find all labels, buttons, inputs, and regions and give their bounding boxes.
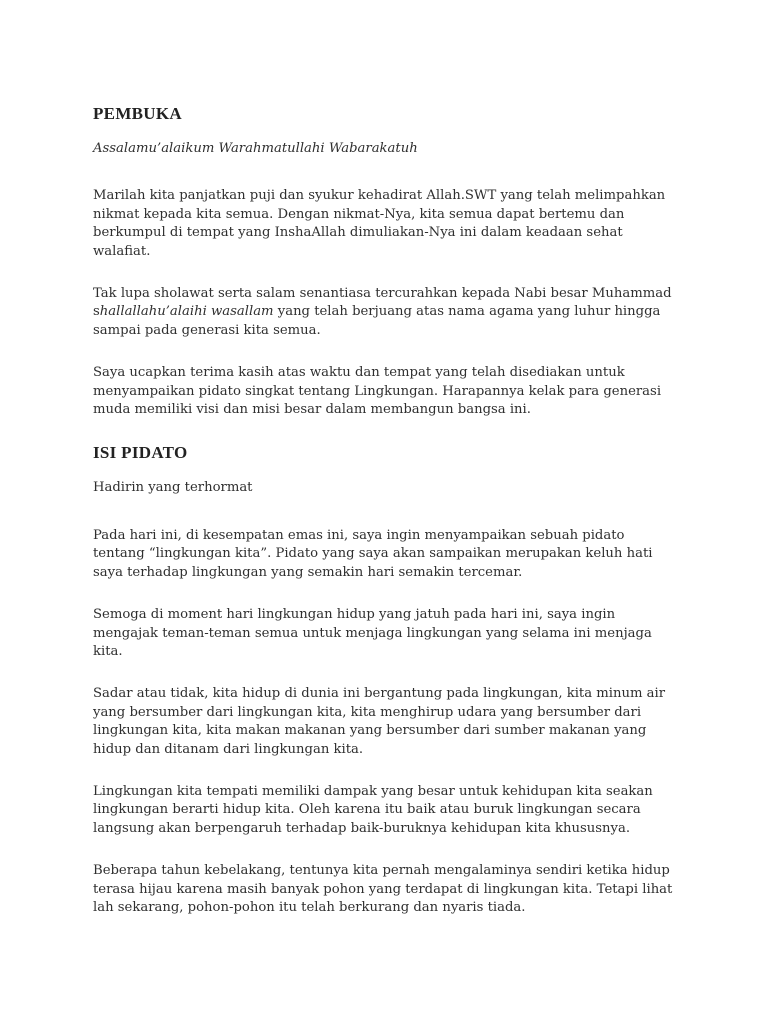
paragraph: Saya ucapkan terima kasih atas waktu dan tempat yang telah disediakan untuk menyampaikan pidato singkat tentang Lingkungan. Harapannya kelak para generasi muda memiliki visi dan misi besar dalam membangun bangsa ini. — [93, 365, 662, 418]
paragraph: Marilah kita panjatkan puji dan syukur kehadirat Allah.SWT yang telah melimpahkan nikmat kepada kita semua. Dengan nikmat-Nya, kita semua dapat bertemu dan berkumpul di tempat yang InshaAllah dimuliakan-Nya ini dalam keadaan sehat walafiat. — [93, 188, 666, 259]
section-heading-isi-pidato: ISI PIDATO — [93, 443, 188, 463]
document-page — [93, 104, 678, 917]
section-heading-pembuka: PEMBUKA — [93, 104, 182, 123]
paragraph: Beberapa tahun kebelakang, tentunya kita pernah mengalaminya sendiri ketika hidup terasa hijau karena masih banyak pohon yang terdapat di lingkungan kita. Tetapi lihat lah sekarang, pohon-pohon itu telah berkurang dan nyaris tiada. — [93, 863, 673, 915]
paragraph-sholawat — [93, 285, 678, 340]
paragraph: Sadar atau tidak, kita hidup di dunia ini bergantung pada lingkungan, kita minum air yang bersumber dari lingkungan kita, kita menghirup udara yang bersumber dari lingkungan kita, kita makan makanan yang bersumber dari sumber makanan yang hidup dan ditanam dari lingkungan kita. — [93, 686, 666, 757]
greeting: Hadirin yang terhormat — [93, 480, 253, 496]
paragraph: Pada hari ini, di kesempatan emas ini, saya ingin menyampaikan sebuah pidato tentang “lingkungan kita”. Pidato yang saya akan sampaikan merupakan keluh hati saya terhadap lingkungan yang semakin hari semakin tercemar. — [93, 527, 653, 580]
text-span: yang telah berjuang atas nama agama yang luhur hingga sampai pada generasi kita semua. — [93, 304, 661, 338]
paragraph: Lingkungan kita tempati memiliki dampak yang besar untuk kehidupan kita seakan lingkungan berarti hidup kita. Oleh karena itu baik atau buruk lingkungan secara langsung akan berpengaruh terhadap baik-buruknya kehidupan kita khususnya. — [93, 783, 653, 836]
italic-phrase: hallallahu’alaihi wasallam — [99, 304, 274, 320]
text-span: Tak lupa sholawat serta salam senantiasa tercurahkan kepada Nabi besar Muhammad s — [93, 286, 672, 320]
opening-salam: Assalamu’alaikum Warahmatullahi Wabarakatuh — [93, 141, 418, 156]
paragraph: Semoga di moment hari lingkungan hidup yang jatuh pada hari ini, saya ingin mengajak teman-teman semua untuk menjaga lingkungan yang selama ini menjaga kita. — [93, 607, 652, 659]
